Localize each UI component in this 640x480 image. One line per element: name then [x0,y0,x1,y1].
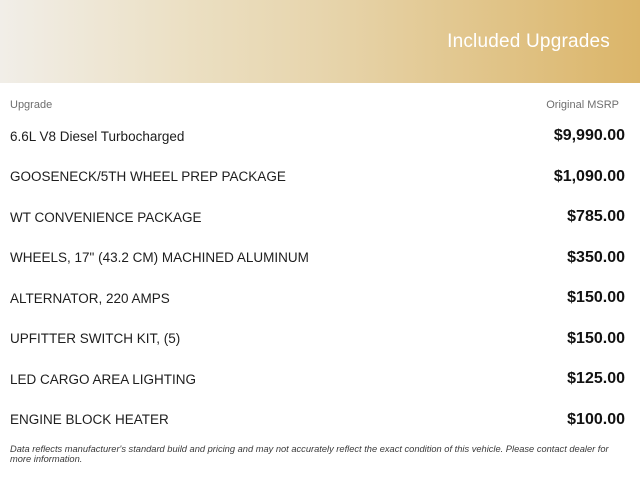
page-title: Included Upgrades [447,30,610,52]
table-row [10,278,625,319]
table-row [10,157,625,198]
table-header-row [10,99,625,111]
table-row [10,400,625,441]
upgrade-name: ALTERNATOR, 220 AMPS [10,290,170,306]
upgrade-price: $785.00 [567,208,625,226]
upgrade-name: UPFITTER SWITCH KIT, (5) [10,331,181,347]
column-header-original-msrp: Original MSRP [546,99,619,111]
upgrade-name: 6.6L V8 Diesel Turbocharged [10,128,185,144]
upgrade-rows [10,116,625,440]
table-row [10,238,625,279]
upgrades-table [0,99,640,440]
upgrade-price: $150.00 [567,329,625,347]
column-header-upgrade: Upgrade [10,99,53,111]
table-row [10,359,625,400]
disclaimer-text: Data reflects manufacturer's standard build and pricing and may not accurately reflect the exact condition of this vehicle. Please contact dealer for more information. [10,444,609,464]
upgrade-price: $150.00 [567,289,625,307]
header-gradient-band [0,0,640,83]
upgrade-price: $100.00 [567,410,625,428]
upgrade-name: WHEELS, 17" (43.2 CM) MACHINED ALUMINUM [10,250,309,266]
upgrade-name: GOOSENECK/5TH WHEEL PREP PACKAGE [10,169,286,185]
upgrade-name: LED CARGO AREA LIGHTING [10,371,197,387]
upgrade-price: $9,990.00 [553,127,625,145]
upgrade-name: WT CONVENIENCE PACKAGE [10,209,202,225]
upgrade-price: $350.00 [567,248,625,266]
table-row [10,116,625,157]
upgrade-price: $125.00 [567,370,625,388]
upgrade-name: ENGINE BLOCK HEATER [10,412,169,428]
table-row [10,197,625,238]
upgrade-price: $1,090.00 [553,167,625,185]
table-row [10,319,625,360]
